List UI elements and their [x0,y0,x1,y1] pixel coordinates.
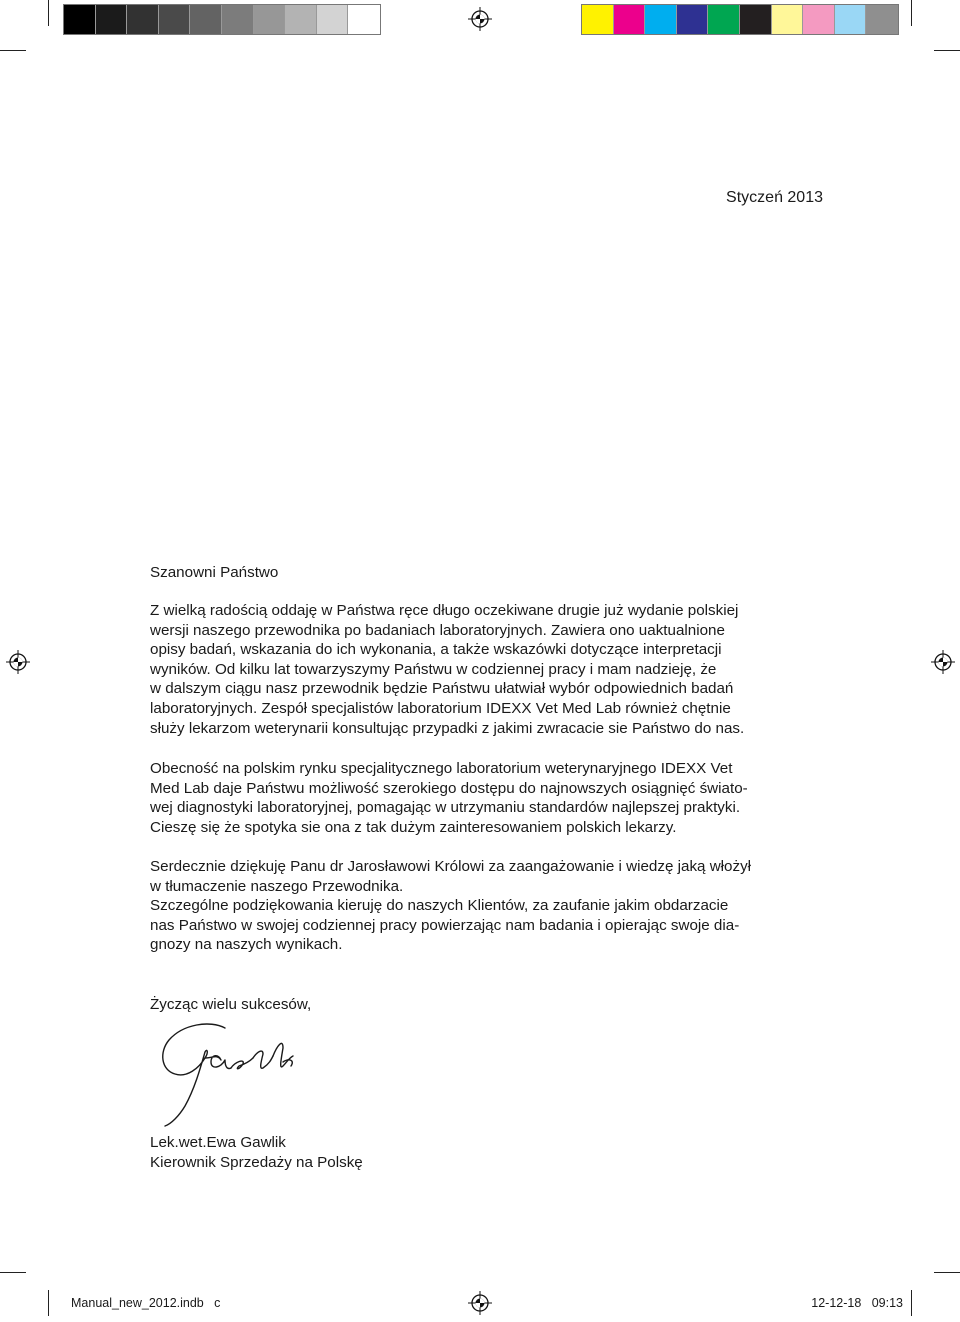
crop-mark [0,1272,26,1273]
crop-mark [911,1290,912,1316]
color-swatch [708,5,740,34]
signatory-title: Kierownik Sprzedaży na Polskę [150,1154,363,1171]
color-swatch [677,5,709,34]
color-swatch [803,5,835,34]
letter-paragraph-2: Obecność na polskim rynku specjalitycznego laboratorium weterynaryjnego IDEXX Vet Med Lab daje Państwu możliwość szerokiego dostępu do najnowszych osiągnięć świato- wej diagnostyki laboratoryjnej, pomagając w utrzymaniu standardów najlepszej praktyki. Cieszę się że spotyka sie ona z tak dużym zainteresowaniem polskich lekarzy. [150,760,748,836]
crop-mark [911,0,912,26]
registration-mark-top-icon [468,7,492,31]
closing-line: Życząc wielu sukcesów, [150,996,312,1013]
color-swatch [96,5,128,34]
signatory-name: Lek.wet.Ewa Gawlik [150,1134,286,1151]
color-swatch [772,5,804,34]
slug-timestamp: 12-12-18 09:13 [811,1296,903,1310]
color-swatch [222,5,254,34]
color-swatch [348,5,380,34]
color-swatch [740,5,772,34]
color-swatch [317,5,349,34]
crop-mark [0,50,26,51]
crop-mark [48,0,49,26]
color-swatch [127,5,159,34]
crop-mark [48,1290,49,1316]
color-swatch [285,5,317,34]
salutation: Szanowni Państwo [150,564,279,581]
color-swatch [835,5,867,34]
color-swatch [159,5,191,34]
letter-paragraph-1: Z wielką radością oddaję w Państwa ręce długo oczekiwane drugie już wydanie polskiej wersji naszego przewodnika po badaniach laboratoryjnych. Zawiera ono uaktualnione opisy badań, wskazania do ich wykonania, a także wskazówki dotyczące interpretacji wyników. Od kilku lat towarzyszymy Państwu w codziennej pracy i mam nadzieję, że w dalszym ciągu nasz przewodnik będzie Państwu ułatwiał wybór odpowiednich badań laboratoryjnych. Zespół specjalistów laboratorium IDEXX Vet Med Lab również chętnie służy lekarzom weterynarii konsultując przypadki z jakimi zwracacie sie Państwo do nas. [150,602,745,737]
slug-filename: Manual_new_2012.indb c [71,1296,221,1310]
handwritten-signature [155,1018,305,1130]
letter-paragraph-3: Serdecznie dziękuję Panu dr Jarosławowi Królowi za zaangażowanie i wiedzę jaką włożył w tłumaczenie naszego Przewodnika. Szczególne podziękowania kieruję do naszych Klientów, za zaufanie jakim obdarzacie nas Państwo w swojej codziennej pracy powierzając nam badania i opierając swoje dia- gnozy na naszych wynikach. [150,858,752,954]
color-swatch [64,5,96,34]
process-color-bar [581,4,899,35]
registration-mark-bottom-icon [468,1291,492,1315]
color-swatch [254,5,286,34]
grayscale-color-bar [63,4,381,35]
color-swatch [614,5,646,34]
letter-date: Styczeń 2013 [726,189,823,206]
crop-mark [934,50,960,51]
color-swatch [190,5,222,34]
registration-mark-left-icon [6,650,30,674]
crop-mark [934,1272,960,1273]
color-swatch [866,5,898,34]
color-swatch [582,5,614,34]
registration-mark-right-icon [931,650,955,674]
color-swatch [645,5,677,34]
